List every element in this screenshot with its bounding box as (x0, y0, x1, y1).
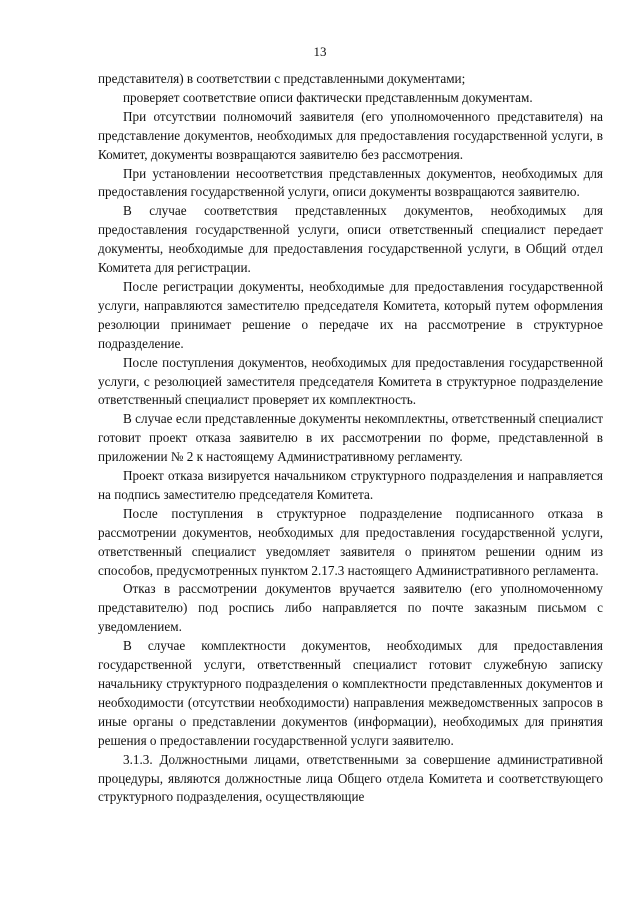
paragraph-section-3-1-3: 3.1.3. Должностными лицами, ответственными за совершение административной процедуры, являются должностные лица Общего отдела Комитета и соответствующего структурного подразделения, осуществляющие (98, 751, 603, 805)
paragraph: При отсутствии полномочий заявителя (его уполномоченного представителя) на представление документов, необходимых для предоставления государственной услуги, в Комитет, документы возвращаются заявителю без рассмотрения. (98, 108, 603, 162)
paragraph: После поступления документов, необходимых для предоставления государственной услуги, с резолюцией заместителя председателя Комитета в структурное подразделение ответственный специалист проверяет их комплектность. (98, 354, 603, 408)
paragraph: В случае комплектности документов, необходимых для предоставления государственной услуги, ответственный специалист готовит служебную записку начальнику структурного подразделения о комплектности представленных документов и необходимости (отсутствии необходимости) направления межведомственных запросов в иные органы о представлении документов (информации), необходимых для принятия решения о предоставлении государственной услуги заявителю. (98, 638, 603, 748)
paragraph: После поступления в структурное подразделение подписанного отказа в рассмотрении документов, необходимых для предоставления государственной услуги, ответственный специалист уведомляет заявителя о принятом решении одним из способов, предусмотренных пунктом 2.17.3 настоящего Административного регламента. (98, 505, 603, 578)
paragraph: После регистрации документы, необходимые для предоставления государственной услуги, направляются заместителю председателя Комитета, который путем оформления резолюции принимает решение о передаче их на рассмотрение в структурное подразделение. (98, 278, 603, 351)
page-number: 13 (313, 44, 327, 59)
paragraph: В случае соответствия представленных документов, необходимых для предоставления государственной услуги, описи ответственный специалист передает документы, необходимые для предоставления государственной услуги, в Общий отдел Комитета для регистрации. (98, 203, 603, 276)
paragraph: Проект отказа визируется начальником структурного подразделения и направляется на подпись заместителю председателя Комитета. (98, 468, 603, 502)
document-body (98, 70, 603, 807)
paragraph-continuation: представителя) в соответствии с представленными документами; (98, 71, 466, 86)
paragraph: При установлении несоответствия представленных документов, необходимых для предоставления государственной услуги, описи документы возвращаются заявителю. (98, 165, 603, 200)
paragraph: проверяет соответствие описи фактически представленным документам. (123, 89, 533, 105)
paragraph: Отказ в рассмотрении документов вручается заявителю (его уполномоченному представителю) под роспись либо направляется по почте заказным письмом с уведомлением. (98, 581, 603, 635)
paragraph: В случае если представленные документы некомплектны, ответственный специалист готовит проект отказа заявителю в их рассмотрении по форме, представленной в приложении № 2 к настоящему Административному регламенту. (98, 411, 603, 465)
